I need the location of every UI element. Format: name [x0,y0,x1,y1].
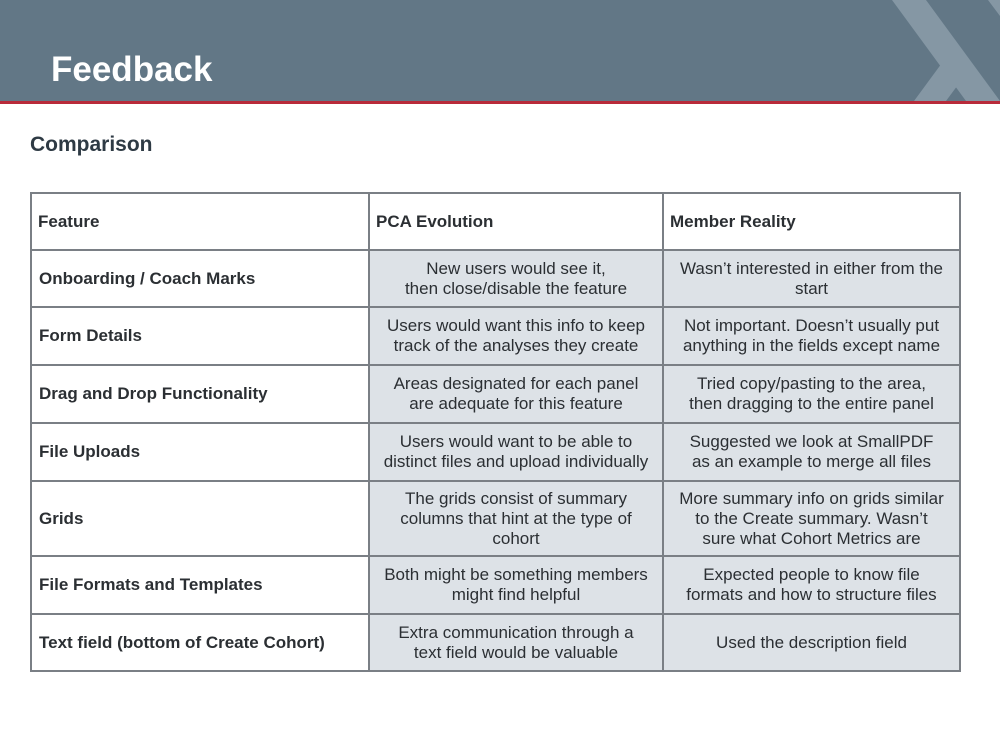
cell-text-line: sure what Cohort Metrics are [702,528,921,548]
cell-text-line: then close/disable the feature [404,278,628,298]
pca-evolution-cell [369,481,663,556]
cell-text-line: More summary info on grids similar [679,488,944,508]
cell-text-line: Areas designated for each panel [393,374,639,393]
pca-evolution-cell [369,307,663,365]
member-reality-cell [663,481,960,556]
cell-text-line: New users would see it, [426,258,606,278]
cell-text-line: The grids consist of summary [404,488,627,508]
cell-text-line: then dragging to the entire panel [689,394,934,413]
cell-text-line: to the Create summary. Wasn’t [695,508,928,528]
cell-text-line: track of the analyses they create [393,336,639,355]
cell-text-line: Both might be something members [384,565,648,584]
table-row [31,307,960,365]
pca-evolution-cell [369,556,663,614]
pca-evolution-cell [369,250,663,307]
cell-text-line: Used the description field [716,632,907,652]
cell-text-line: formats and how to structure files [686,585,937,604]
cell-text-line: Extra communication through a [398,622,634,642]
member-reality-cell [663,365,960,423]
accent-rule [0,101,1000,104]
cell-text-line: Suggested we look at SmallPDF [689,432,934,451]
title-banner [0,0,1000,101]
feature-cell: Drag and Drop Functionality [31,365,369,423]
cell-text-line: start [794,278,829,298]
table-row [31,481,960,556]
table-row [31,250,960,307]
cell-text-line: Wasn’t interested in either from the [680,258,943,278]
cell-text-line: anything in the fields except name [682,336,941,355]
pca-evolution-cell [369,423,663,481]
header-member-reality: Member Reality [663,193,960,250]
member-reality-cell [663,614,960,671]
slide-title: Feedback [51,50,213,89]
feature-cell: File Uploads [31,423,369,481]
cell-text-line: cohort [492,528,540,548]
cell-text-line: Not important. Doesn’t usually put [683,316,940,335]
feature-cell: Onboarding / Coach Marks [31,250,369,307]
company-logo-icon [860,0,1000,101]
section-heading: Comparison [30,133,153,156]
pca-evolution-cell [369,365,663,423]
table-row [31,614,960,671]
feature-cell: Form Details [31,307,369,365]
table-row [31,365,960,423]
cell-text-line: are adequate for this feature [409,394,623,413]
feature-cell: Grids [31,481,369,556]
table-row [31,556,960,614]
cell-text-line: Expected people to know file [703,565,920,584]
pca-evolution-cell [369,614,663,671]
cell-text-line: as an example to merge all files [691,452,932,471]
cell-text-line: might find helpful [451,585,581,604]
feature-cell: File Formats and Templates [31,556,369,614]
cell-text-line: Users would want to be able to [399,432,633,451]
member-reality-cell [663,423,960,481]
table-row [31,423,960,481]
table-header-row [31,193,960,250]
cell-text-line: text field would be valuable [413,642,619,662]
comparison-table [30,192,961,672]
feature-cell: Text field (bottom of Create Cohort) [31,614,369,671]
member-reality-cell [663,307,960,365]
member-reality-cell [663,250,960,307]
header-pca-evolution: PCA Evolution [369,193,663,250]
cell-text-line: Users would want this info to keep [387,316,645,335]
cell-text-line: Tried copy/pasting to the area, [696,374,926,393]
cell-text-line: distinct files and upload individually [383,452,649,471]
member-reality-cell [663,556,960,614]
header-feature: Feature [31,193,369,250]
cell-text-line: columns that hint at the type of [400,508,632,528]
